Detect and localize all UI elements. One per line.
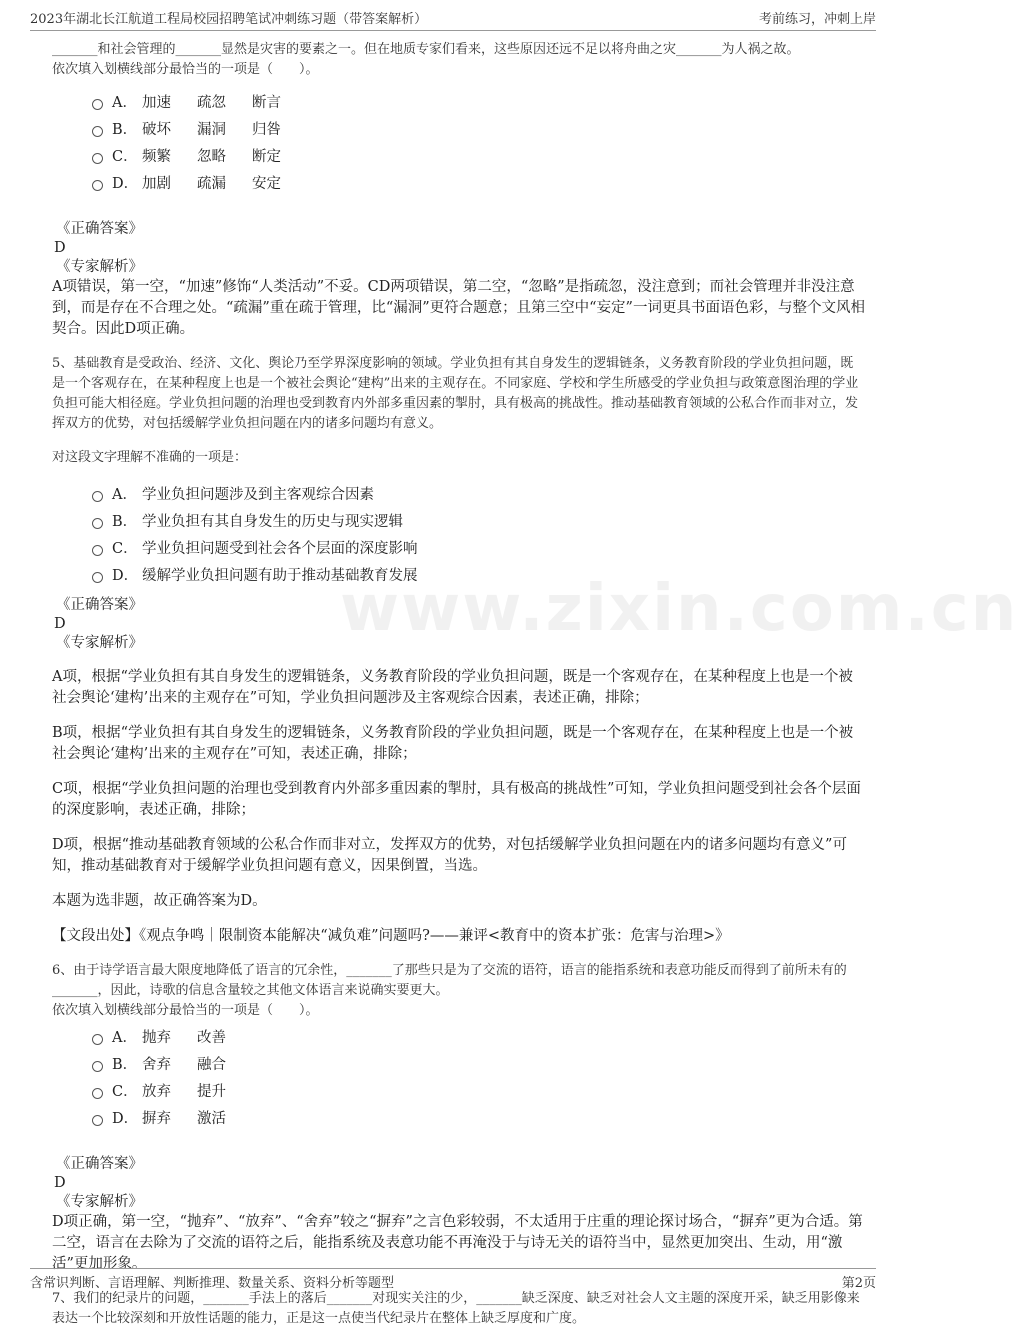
radio-icon[interactable] xyxy=(92,1115,103,1126)
radio-icon[interactable] xyxy=(92,518,103,529)
analysis-option-b: B项，根据“学业负担有其自身发生的逻辑链条，义务教育阶段的学业负担问题，既是一个客观存在，在某种程度上也是一个被社会舆论‘建构’出来的主观存在”可知，表述正确，排除； xyxy=(52,725,854,762)
option-d[interactable] xyxy=(92,169,866,196)
option-text: 缓解学业负担问题有助于推动基础教育发展 xyxy=(142,568,418,584)
footer-note: 含常识判断、言语理解、判断推理、数量关系、资料分析等题型 xyxy=(30,1276,395,1291)
option-word: 融合 xyxy=(197,1057,226,1073)
page-number: 第2页 xyxy=(841,1276,876,1291)
header-slogan: 考前练习，冲刺上岸 xyxy=(758,12,876,27)
radio-icon[interactable] xyxy=(92,1088,103,1099)
option-d[interactable] xyxy=(92,561,866,588)
answer-value: D xyxy=(54,616,66,632)
option-letter: B． xyxy=(112,122,138,138)
page-content xyxy=(52,40,866,1329)
page-footer xyxy=(30,1268,876,1291)
option-c[interactable] xyxy=(92,142,866,169)
watermark: www.zixin.com.cn xyxy=(340,572,1018,646)
question-prompt: 依次填入划横线部分最恰当的一项是（ ）。 xyxy=(52,1003,319,1018)
option-a[interactable] xyxy=(92,88,866,115)
option-list xyxy=(92,88,866,196)
answer-label: 《正确答案》 xyxy=(56,597,143,613)
radio-icon[interactable] xyxy=(92,1061,103,1072)
radio-icon[interactable] xyxy=(92,545,103,556)
option-a[interactable] xyxy=(92,1023,866,1050)
option-word: 漏洞 xyxy=(197,122,226,138)
radio-icon[interactable] xyxy=(92,572,103,583)
question-7 xyxy=(52,1289,866,1329)
analysis-text: D项正确，第一空，“抛弃”、“放弃”、“舍弃”较之“摒弃”之言色彩较弱，不太适用于庄重的理论探讨场合，“摒弃”更为合适。第二空，语言在去除为了交流的语符之后，能指系统及表意功能不再淹没于与诗无关的语符当中，显然更加突出、生动，用“激活”更加形象。 xyxy=(52,1214,863,1272)
option-word: 放弃 xyxy=(142,1084,171,1100)
question-stem: _______和社会管理的_______显然是灾害的要素之一。但在地质专家们看来，这些原因还远不足以将舟曲之灾_______为人祸之故。 xyxy=(52,42,800,57)
option-letter: A． xyxy=(112,95,137,111)
analysis-label: 《专家解析》 xyxy=(56,635,143,651)
option-b[interactable] xyxy=(92,1050,866,1077)
analysis-label: 《专家解析》 xyxy=(56,1194,143,1210)
option-text: 学业负担有其自身发生的历史与现实逻辑 xyxy=(142,514,403,530)
radio-icon[interactable] xyxy=(92,99,103,110)
document-title: 2023年湖北长江航道工程局校园招聘笔试冲刺练习题（带答案解析） xyxy=(30,12,428,27)
option-letter: C． xyxy=(112,149,138,165)
option-letter: B． xyxy=(112,514,138,530)
option-letter: C． xyxy=(112,541,138,557)
analysis-option-d: D项，根据“推动基础教育领域的公私合作而非对立，发挥双方的优势，对包括缓解学业负担问题在内的诸多问题均有意义”可知，推动基础教育对于缓解学业负担问题有意义，因果倒置，当选。 xyxy=(52,837,847,874)
question-6 xyxy=(52,961,866,1275)
option-letter: D． xyxy=(112,568,139,584)
option-list xyxy=(92,1023,866,1131)
option-word: 加剧 xyxy=(142,176,171,192)
radio-icon[interactable] xyxy=(92,126,103,137)
option-word: 频繁 xyxy=(142,149,171,165)
option-letter: D． xyxy=(112,176,139,192)
analysis-label: 《专家解析》 xyxy=(56,259,143,275)
page-header xyxy=(30,8,876,31)
analysis-text: A项错误，第一空，“加速”修饰“人类活动”不妥。CD两项错误，第二空，“忽略”是指疏忽，没注意到；而社会管理并非没注意到，而是存在不合理之处。“疏漏”重在疏于管理，比“漏洞”更符合题意；且第三空中“妄定”一词更具书面语色彩，与整个文风相契合。因此D项正确。 xyxy=(52,279,865,337)
option-b[interactable] xyxy=(92,115,866,142)
analysis-option-c: C项，根据“学业负担问题的治理也受到教育内外部多重因素的掣肘，具有极高的挑战性”可知，学业负担问题受到社会各个层面的深度影响，表述正确，排除； xyxy=(52,781,861,818)
question-5 xyxy=(52,354,866,947)
radio-icon[interactable] xyxy=(92,491,103,502)
option-d[interactable] xyxy=(92,1104,866,1131)
question-stem: 5、基础教育是受政治、经济、文化、舆论乃至学界深度影响的领域。学业负担有其自身发生的逻辑链条，义务教育阶段的学业负担问题，既是一个客观存在，在某种程度上也是一个被社会舆论“建构”出来的主观存在。不同家庭、学校和学生所感受的学业负担与政策意图治理的学业负担可能大相径庭。学业负担问题的治理也受到教育内外部多重因素的掣肘，具有极高的挑战性。推动基础教育领域的公私合作而非对立，发挥双方的优势，对包括缓解学业负担问题在内的诸多问题均有意义。 xyxy=(52,356,859,431)
option-letter: D． xyxy=(112,1111,139,1127)
option-a[interactable] xyxy=(92,480,866,507)
question-4 xyxy=(52,40,866,340)
option-list xyxy=(92,480,866,588)
option-text: 学业负担问题受到社会各个层面的深度影响 xyxy=(142,541,418,557)
answer-value: D xyxy=(54,1175,66,1191)
question-stem: 7、我们的纪录片的问题，_______手法上的落后_______对现实关注的少，_______缺乏深度、缺乏对社会人文主题的深度开采，缺乏用影像来表达一个比较深刻和开放性话题的能力，正是这一点使当代纪录片在整体上缺乏厚度和广度。 xyxy=(52,1291,860,1326)
option-word: 忽略 xyxy=(197,149,226,165)
analysis-conclusion: 本题为选非题，故正确答案为D。 xyxy=(52,893,267,909)
option-word: 安定 xyxy=(252,176,281,192)
option-word: 疏漏 xyxy=(197,176,226,192)
option-word: 摒弃 xyxy=(142,1111,171,1127)
radio-icon[interactable] xyxy=(92,180,103,191)
option-word: 抛弃 xyxy=(142,1030,171,1046)
option-text: 学业负担问题涉及到主客观综合因素 xyxy=(142,487,374,503)
question-prompt: 对这段文字理解不准确的一项是： xyxy=(52,450,248,465)
option-word: 提升 xyxy=(197,1084,226,1100)
option-letter: C． xyxy=(112,1084,138,1100)
option-c[interactable] xyxy=(92,1077,866,1104)
option-word: 断言 xyxy=(252,95,281,111)
answer-value: D xyxy=(54,240,66,256)
answer-label: 《正确答案》 xyxy=(56,1156,143,1172)
option-word: 加速 xyxy=(142,95,171,111)
analysis-option-a: A项，根据“学业负担有其自身发生的逻辑链条，义务教育阶段的学业负担问题，既是一个客观存在，在某种程度上也是一个被社会舆论‘建构’出来的主观存在”可知，学业负担问题涉及主客观综合因素，表述正确，排除； xyxy=(52,669,853,706)
option-letter: A． xyxy=(112,1030,137,1046)
option-c[interactable] xyxy=(92,534,866,561)
option-letter: A． xyxy=(112,487,137,503)
option-word: 改善 xyxy=(197,1030,226,1046)
question-stem: 6、由于诗学语言最大限度地降低了语言的冗余性，_______了那些只是为了交流的语符，语言的能指系统和表意功能反而得到了前所未有的_______，因此，诗歌的信息含量较之其他文体语言来说确实要更大。 xyxy=(52,963,847,998)
source-citation: 【文段出处】《观点争鸣｜限制资本能解决“减负难”问题吗?——兼评<教育中的资本扩张：危害与治理>》 xyxy=(52,928,730,944)
option-word: 破坏 xyxy=(142,122,171,138)
option-letter: B． xyxy=(112,1057,138,1073)
option-word: 断定 xyxy=(252,149,281,165)
answer-label: 《正确答案》 xyxy=(56,221,143,237)
option-word: 归咎 xyxy=(252,122,281,138)
option-word: 舍弃 xyxy=(142,1057,171,1073)
radio-icon[interactable] xyxy=(92,153,103,164)
option-b[interactable] xyxy=(92,507,866,534)
question-prompt: 依次填入划横线部分最恰当的一项是（ ）。 xyxy=(52,62,319,77)
option-word: 疏忽 xyxy=(197,95,226,111)
radio-icon[interactable] xyxy=(92,1034,103,1045)
option-word: 激活 xyxy=(197,1111,226,1127)
